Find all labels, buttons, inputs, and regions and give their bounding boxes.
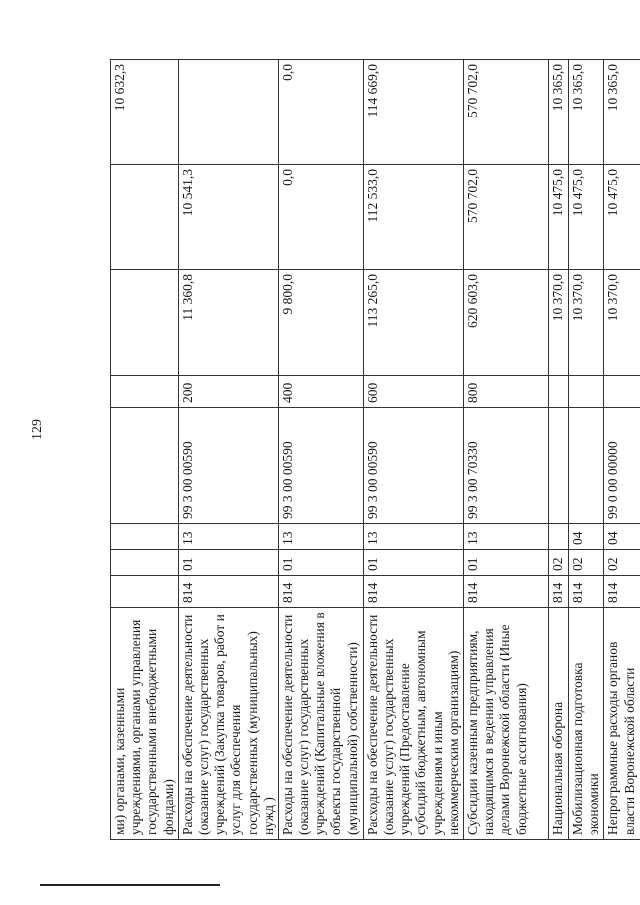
cell-vr [569, 376, 604, 408]
cell-ved: 814 [569, 576, 604, 608]
cell-y2: 10 475,0 [549, 165, 569, 270]
footer-rule [40, 884, 220, 886]
cell-ved: 814 [604, 576, 640, 608]
table-row [569, 60, 604, 840]
cell-pr: 13 [464, 524, 549, 550]
cell-csr: 99 3 00 00590 [278, 408, 363, 524]
cell-csr: 99 0 00 00000 [604, 408, 640, 524]
cell-y2: 10 541,3 [178, 165, 278, 270]
cell-y3: 10 632,3 [111, 60, 179, 165]
cell-rz: 02 [549, 550, 569, 576]
cell-y3: 10 365,0 [569, 60, 604, 165]
cell-y1: 620 603,0 [464, 270, 549, 376]
cell-vr [111, 376, 179, 408]
cell-y3: 10 365,0 [549, 60, 569, 165]
cell-vr [604, 376, 640, 408]
cell-rz: 01 [363, 550, 463, 576]
table-row [363, 60, 463, 840]
cell-csr [111, 408, 179, 524]
cell-ved: 814 [178, 576, 278, 608]
cell-pr: 13 [363, 524, 463, 550]
cell-y1: 113 265,0 [363, 270, 463, 376]
cell-name: Мобилизационная подготовка экономики [569, 608, 604, 840]
cell-name: Субсидии казенным предприятиям, находящимся в ведении управления делами Воронежской области (Иные бюджетные ассигнования) [464, 608, 549, 840]
cell-csr: 99 3 00 00590 [178, 408, 278, 524]
cell-pr [549, 524, 569, 550]
cell-csr [569, 408, 604, 524]
cell-ved [111, 576, 179, 608]
rotated-table-wrapper [110, 60, 637, 840]
cell-y2: 10 475,0 [569, 165, 604, 270]
page-number: 129 [30, 419, 45, 440]
budget-table [110, 59, 640, 840]
cell-y1: 10 370,0 [569, 270, 604, 376]
cell-pr: 13 [278, 524, 363, 550]
cell-y3: 10 365,0 [604, 60, 640, 165]
table-row [278, 60, 363, 840]
cell-pr: 04 [604, 524, 640, 550]
cell-rz: 01 [178, 550, 278, 576]
cell-y2 [111, 165, 179, 270]
table-row [549, 60, 569, 840]
cell-name: Национальная оборона [549, 608, 569, 840]
cell-rz: 02 [604, 550, 640, 576]
cell-ved: 814 [464, 576, 549, 608]
cell-pr: 13 [178, 524, 278, 550]
cell-rz: 01 [278, 550, 363, 576]
table-row [604, 60, 640, 840]
cell-y3: 570 702,0 [464, 60, 549, 165]
cell-y1 [111, 270, 179, 376]
cell-pr [111, 524, 179, 550]
cell-vr [549, 376, 569, 408]
cell-name: Непрограммные расходы органов власти Воронежской области [604, 608, 640, 840]
cell-csr [549, 408, 569, 524]
cell-y3: 114 669,0 [363, 60, 463, 165]
cell-y1: 10 370,0 [549, 270, 569, 376]
cell-rz [111, 550, 179, 576]
cell-ved: 814 [363, 576, 463, 608]
cell-rz: 01 [464, 550, 549, 576]
cell-vr: 600 [363, 376, 463, 408]
cell-rz: 02 [569, 550, 604, 576]
cell-vr: 800 [464, 376, 549, 408]
cell-y1: 9 800,0 [278, 270, 363, 376]
cell-ved: 814 [278, 576, 363, 608]
table-row [111, 60, 179, 840]
table-row [464, 60, 549, 840]
cell-y1: 11 360,8 [178, 270, 278, 376]
cell-y1: 10 370,0 [604, 270, 640, 376]
cell-y2: 112 533,0 [363, 165, 463, 270]
cell-vr: 200 [178, 376, 278, 408]
cell-vr: 400 [278, 376, 363, 408]
table-row [178, 60, 278, 840]
cell-csr: 99 3 00 70330 [464, 408, 549, 524]
cell-name: ми) органами, казенными учреждениями, органами управления государственными внебюджетными фондами) [111, 608, 179, 840]
cell-name: Расходы на обеспечение деятельности (оказание услуг) государственных учреждений (Предоставление субсидий бюджетным, автономным учреждениям и иным некоммерческим организациям) [363, 608, 463, 840]
cell-y2: 570 702,0 [464, 165, 549, 270]
cell-name: Расходы на обеспечение деятельности (оказание услуг) государственных учреждений (Закупка товаров, работ и услуг для обеспечения государственных (муниципальных) нужд ) [178, 608, 278, 840]
cell-pr: 04 [569, 524, 604, 550]
cell-y2: 10 475,0 [604, 165, 640, 270]
cell-csr: 99 3 00 00590 [363, 408, 463, 524]
cell-ved: 814 [549, 576, 569, 608]
cell-y3: 0,0 [278, 60, 363, 165]
cell-y3 [178, 60, 278, 165]
cell-y2: 0,0 [278, 165, 363, 270]
cell-name: Расходы на обеспечение деятельности (оказание услуг) государственных учреждений (Капитальные вложения в объекты государственной (муниципальной) собственности) [278, 608, 363, 840]
